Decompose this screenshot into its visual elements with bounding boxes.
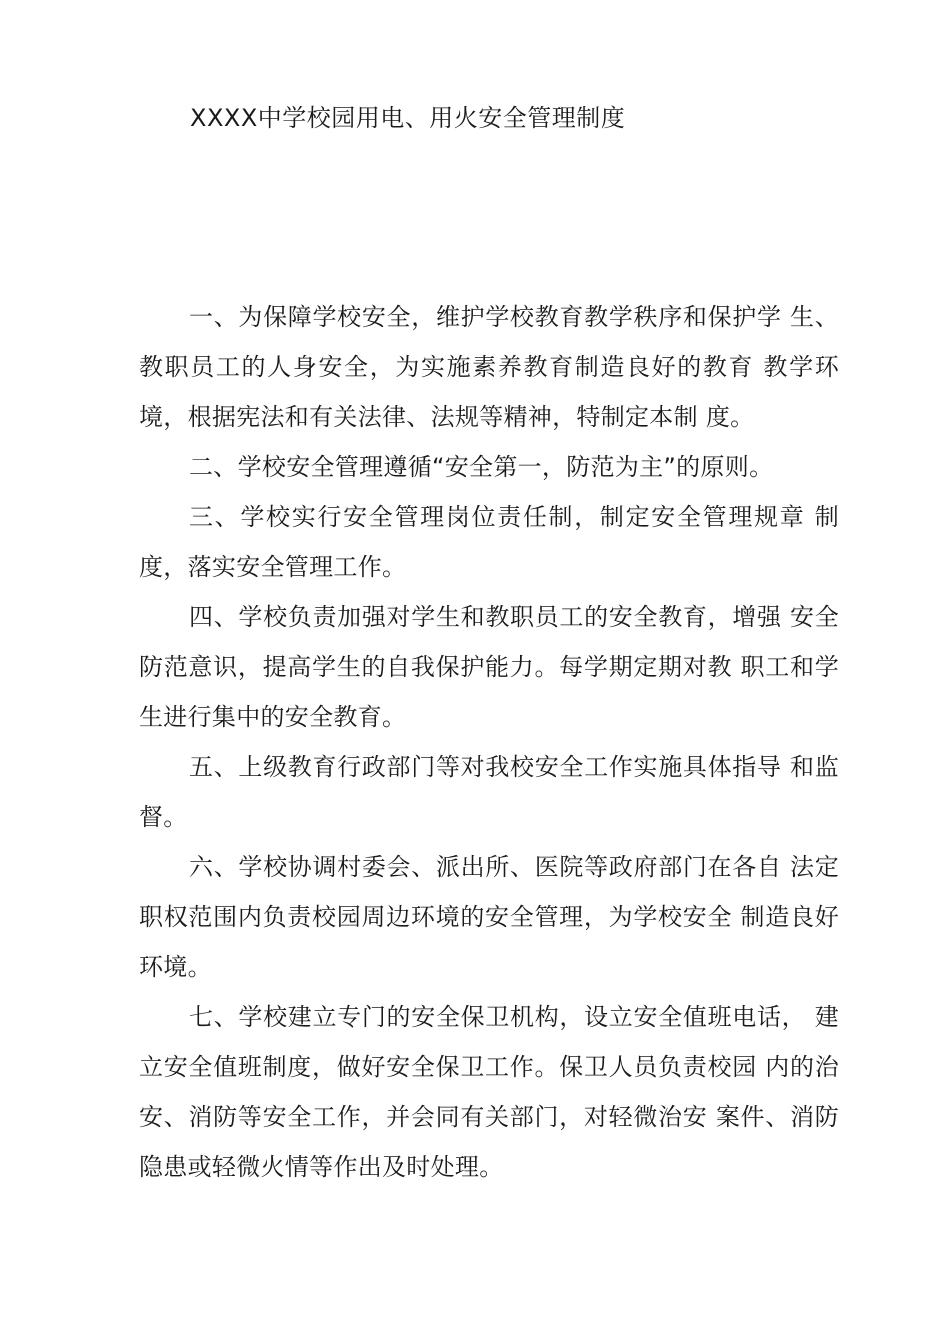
paragraph-1: 一、为保障学校安全，维护学校教育教学秩序和保护学 生、教职员工的人身安全，为实施素养教育制造良好的教育 教学环境，根据宪法和有关法律、法规等精神，特制定本制 度。 xyxy=(139,303,839,431)
paragraph-2: 二、学校安全管理遵循“安全第一，防范为主”的原则。 xyxy=(189,453,774,481)
document-body xyxy=(139,292,839,1192)
paragraph-4: 四、学校负责加强对学生和教职员工的安全教育，增强 安全防范意识，提高学生的自我保护能力。每学期定期对教 职工和学生进行集中的安全教育。 xyxy=(139,603,839,731)
paragraph-7: 七、学校建立专门的安全保卫机构，设立安全值班电话， 建立安全值班制度，做好安全保卫工作。保卫人员负责校园 内的治安、消防等安全工作，并会同有关部门，对轻微治安 案件、消防隐患或轻微火情等作出及时处理。 xyxy=(139,1003,839,1181)
paragraph-6: 六、学校协调村委会、派出所、医院等政府部门在各自 法定职权范围内负责校园周边环境的安全管理，为学校安全 制造良好环境。 xyxy=(139,853,839,981)
paragraph-5: 五、上级教育行政部门等对我校安全工作实施具体指导 和监督。 xyxy=(139,753,839,831)
document-title: XXXX中学校园用电、用火安全管理制度 xyxy=(190,104,626,132)
paragraph-3: 三、学校实行安全管理岗位责任制，制定安全管理规章 制度，落实安全管理工作。 xyxy=(139,503,839,581)
